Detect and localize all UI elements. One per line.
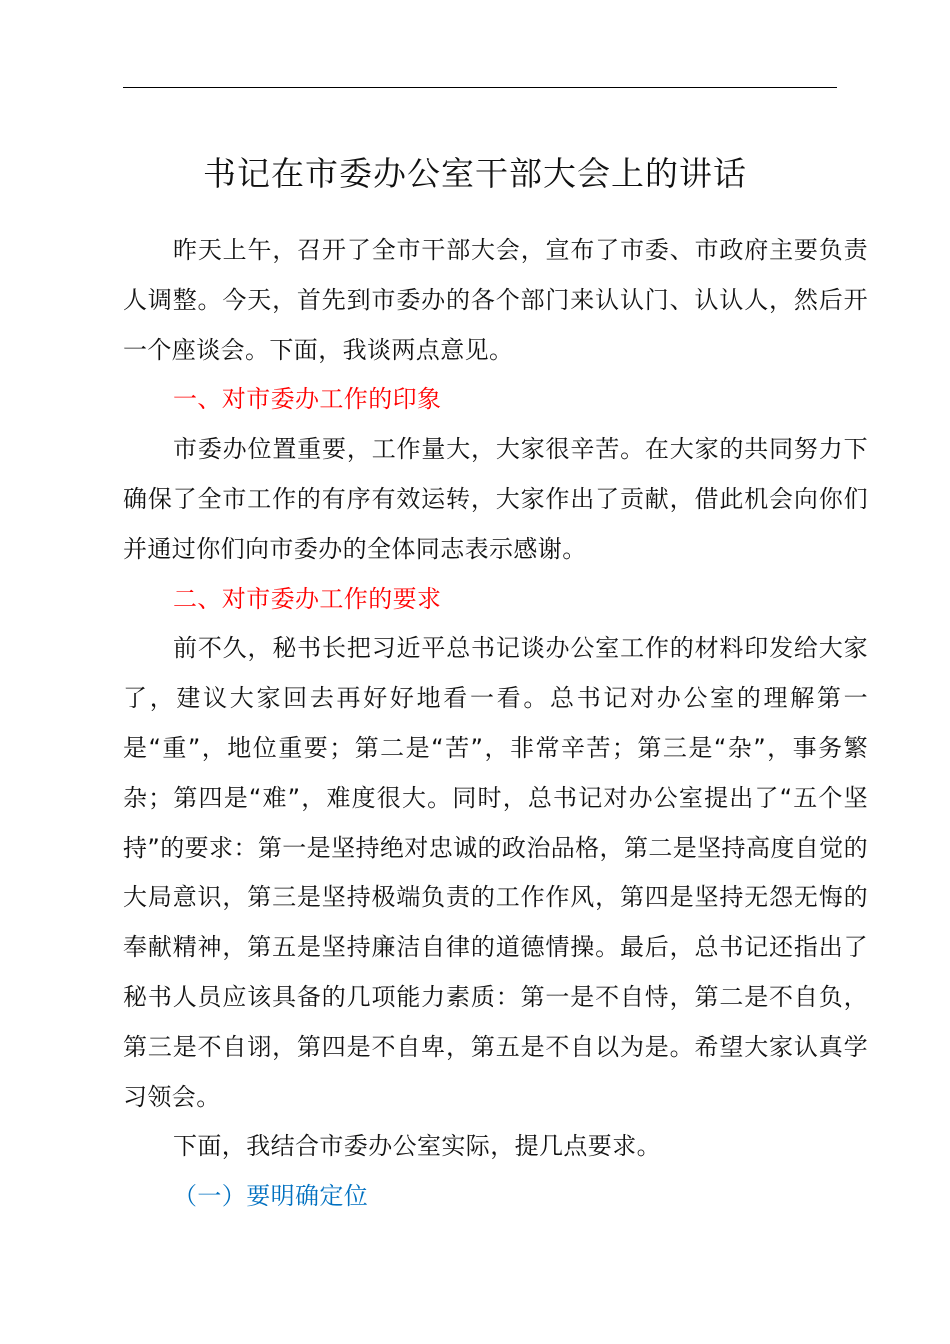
- paragraph-transition: 下面，我结合市委办公室实际，提几点要求。: [173, 1132, 661, 1161]
- section-heading-requirements: 二、对市委办工作的要求: [173, 584, 442, 613]
- document-body: [123, 226, 868, 1222]
- paragraph-intro: 昨天上午，召开了全市干部大会，宣布了市委、市政府主要负责人调整。今天，首先到市委办的各个部门来认认门、认认人，然后开一个座谈会。下面，我谈两点意见。: [123, 236, 868, 364]
- section-heading-impression: 一、对市委办工作的印象: [173, 385, 442, 414]
- paragraph-impression: 市委办位置重要，工作量大，大家很辛苦。在大家的共同努力下确保了全市工作的有序有效运转，大家作出了贡献，借此机会向你们并通过你们向市委办的全体同志表示感谢。: [123, 435, 868, 563]
- paragraph-requirements: 前不久，秘书长把习近平总书记谈办公室工作的材料印发给大家了，建议大家回去再好好地看一看。总书记对办公室的理解第一是“重”，地位重要；第二是“苦”，非常辛苦；第三是“杂”，事务繁杂；第四是“难”，难度很大。同时，总书记对办公室提出了“五个坚持”的要求：第一是坚持绝对忠诚的政治品格，第二是坚持高度自觉的大局意识，第三是坚持极端负责的工作作风，第四是坚持无怨无悔的奉献精神，第五是坚持廉洁自律的道德情操。最后，总书记还指出了秘书人员应该具备的几项能力素质：第一是不自恃，第二是不自负，第三是不自诩，第四是不自卑，第五是不自以为是。希望大家认真学习领会。: [123, 634, 868, 1111]
- subsection-heading-positioning: （一）要明确定位: [173, 1182, 369, 1211]
- header-rule: [123, 87, 837, 88]
- document-title: 书记在市委办公室干部大会上的讲话: [203, 154, 747, 193]
